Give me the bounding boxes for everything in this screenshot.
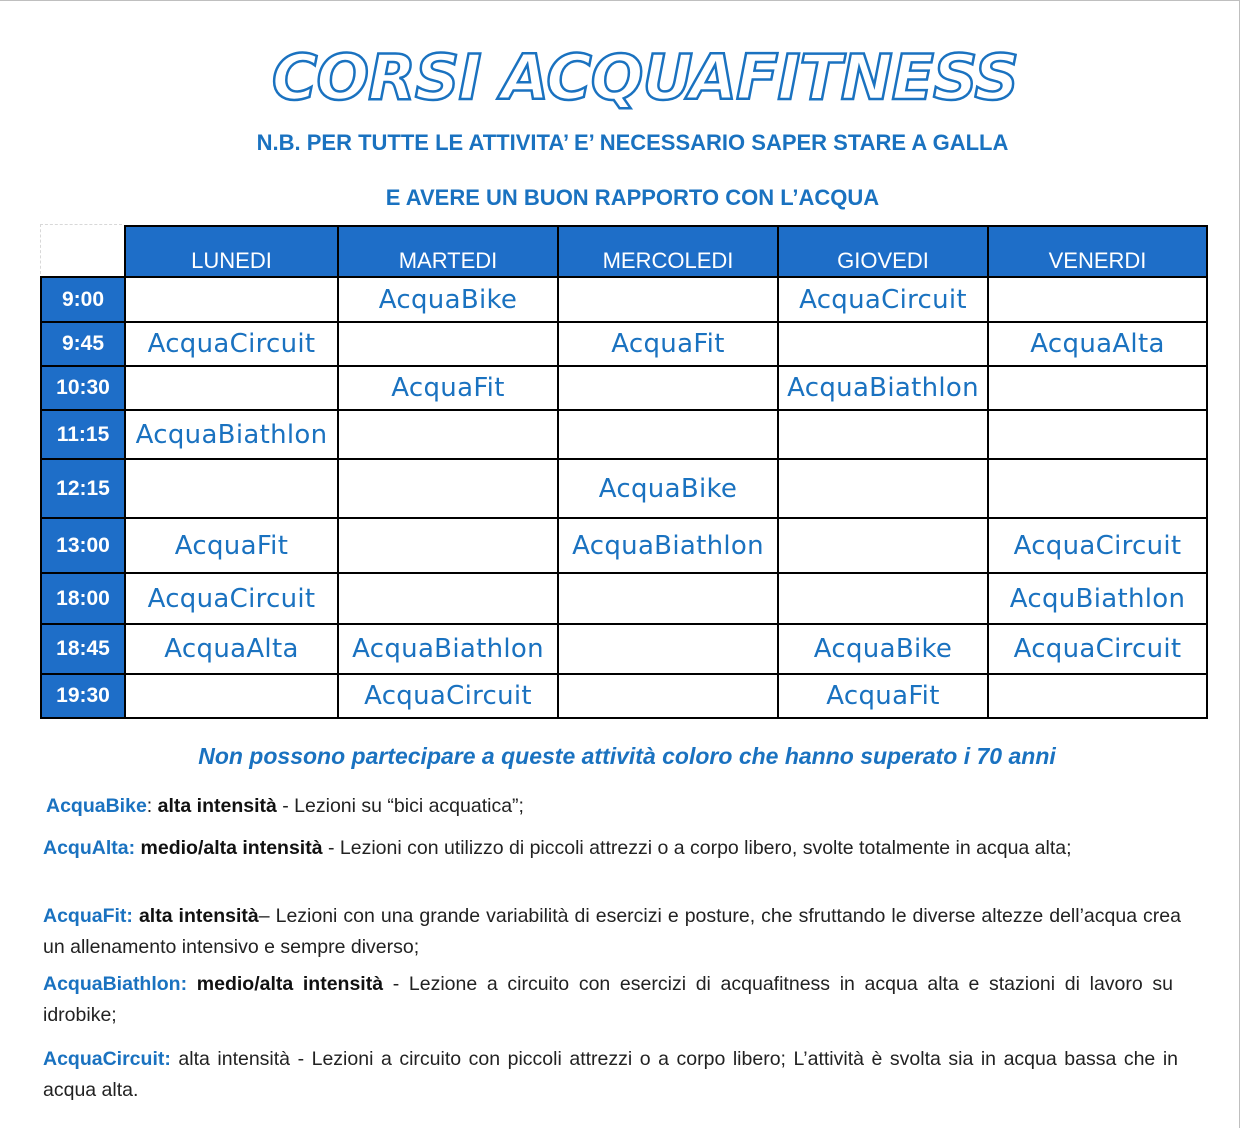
table-row bbox=[41, 624, 1207, 674]
class-cell: AcquaBiathlon bbox=[338, 624, 558, 674]
time-slot: 18:45 bbox=[41, 624, 125, 674]
class-cell: AcquaCircuit bbox=[988, 624, 1207, 674]
note-line-1: N.B. PER TUTTE LE ATTIVITA’ E’ NECESSARIO SAPER STARE A GALLA bbox=[256, 130, 1009, 155]
description-term: AcquaFit: bbox=[43, 905, 133, 927]
description-intensity: medio/alta intensità bbox=[140, 837, 323, 859]
class-cell: AcquaBiathlon bbox=[125, 410, 338, 459]
time-slot: 9:00 bbox=[41, 277, 125, 322]
time-slot: 19:30 bbox=[41, 674, 125, 718]
day-header-friday: VENERDI bbox=[988, 226, 1207, 277]
description-term: AcquaBike bbox=[46, 795, 147, 817]
description-intensity: alta intensità bbox=[157, 795, 277, 817]
class-cell bbox=[338, 573, 558, 624]
class-cell bbox=[338, 410, 558, 459]
schedule-table bbox=[40, 225, 1208, 719]
class-cell: AcquaAlta bbox=[125, 624, 338, 674]
table-row bbox=[41, 518, 1207, 573]
class-cell: AcquaBike bbox=[778, 624, 988, 674]
class-cell bbox=[778, 573, 988, 624]
description-acquacircuit bbox=[43, 1044, 1178, 1106]
class-cell bbox=[778, 322, 988, 366]
class-cell: AcquaCircuit bbox=[125, 573, 338, 624]
class-cell: AcquaBike bbox=[558, 459, 778, 518]
table-row bbox=[41, 277, 1207, 322]
time-slot: 9:45 bbox=[41, 322, 125, 366]
class-cell bbox=[338, 518, 558, 573]
class-cell bbox=[778, 518, 988, 573]
class-cell bbox=[558, 410, 778, 459]
description-colon bbox=[187, 973, 197, 995]
table-row bbox=[41, 322, 1207, 366]
class-cell bbox=[988, 410, 1207, 459]
time-slot: 13:00 bbox=[41, 518, 125, 573]
time-slot: 18:00 bbox=[41, 573, 125, 624]
description-acqualta bbox=[43, 833, 1167, 864]
class-cell: AcquaFit bbox=[778, 674, 988, 718]
table-row bbox=[41, 366, 1207, 410]
description-text: - Lezioni con utilizzo di piccoli attrezzi o a corpo libero, svolte totalmente in acqua alta; bbox=[322, 837, 1072, 859]
class-cell: AcquaFit bbox=[125, 518, 338, 573]
description-acquabiathlon bbox=[43, 969, 1173, 1031]
class-cell bbox=[558, 674, 778, 718]
class-cell: AcquaCircuit bbox=[338, 674, 558, 718]
page-title: CORSI ACQUAFITNESS bbox=[271, 41, 1019, 114]
table-row bbox=[41, 459, 1207, 518]
class-cell bbox=[125, 366, 338, 410]
class-cell bbox=[778, 459, 988, 518]
class-cell bbox=[558, 573, 778, 624]
description-text: - Lezioni su “bici acquatica”; bbox=[276, 795, 524, 817]
day-header-monday: LUNEDI bbox=[125, 226, 338, 277]
class-cell: AcquaCircuit bbox=[125, 322, 338, 366]
class-cell bbox=[988, 674, 1207, 718]
description-intensity: alta intensità bbox=[138, 905, 259, 927]
description-colon: : bbox=[146, 795, 158, 817]
class-cell bbox=[988, 277, 1207, 322]
class-cell: AcquBiathlon bbox=[988, 573, 1207, 624]
class-cell bbox=[558, 366, 778, 410]
table-row bbox=[41, 410, 1207, 459]
class-cell: AcquaBiathlon bbox=[778, 366, 988, 410]
class-cell bbox=[125, 459, 338, 518]
class-cell: AcquaFit bbox=[338, 366, 558, 410]
class-cell bbox=[125, 674, 338, 718]
class-cell bbox=[338, 459, 558, 518]
class-cell: AcquaCircuit bbox=[778, 277, 988, 322]
class-cell: AcquaAlta bbox=[988, 322, 1207, 366]
description-term: AcquaBiathlon: bbox=[43, 973, 188, 995]
day-header-tuesday: MARTEDI bbox=[338, 226, 558, 277]
class-cell bbox=[558, 277, 778, 322]
description-term: AcquAlta: bbox=[43, 837, 136, 859]
note-line-2: E AVERE UN BUON RAPPORTO CON L’ACQUA bbox=[385, 185, 880, 210]
description-acquabike bbox=[46, 791, 1186, 822]
day-header-wednesday: MERCOLEDI bbox=[558, 226, 778, 277]
header-empty-cell bbox=[41, 226, 125, 277]
time-slot: 11:15 bbox=[41, 410, 125, 459]
age-warning: Non possono partecipare a queste attività coloro che hanno superato i 70 anni bbox=[198, 743, 1056, 769]
class-cell: AcquaFit bbox=[558, 322, 778, 366]
description-text: alta intensità - Lezioni a circuito con piccoli attrezzi o a corpo libero; L’attività è svolta sia in acqua bassa che in acqua alta. bbox=[43, 1048, 1178, 1101]
description-text: – Lezioni con una grande variabilità di esercizi e posture, che sfruttando le diverse altezze dell’acqua crea un allenamento intensivo e sempre diverso; bbox=[43, 905, 1181, 958]
class-cell: AcquaCircuit bbox=[988, 518, 1207, 573]
class-cell bbox=[338, 322, 558, 366]
class-cell bbox=[988, 366, 1207, 410]
description-term: AcquaCircuit: bbox=[43, 1048, 171, 1070]
class-cell bbox=[988, 459, 1207, 518]
class-cell: AcquaBike bbox=[338, 277, 558, 322]
description-text: - Lezione a circuito con esercizi di acquafitness in acqua alta e stazioni di lavoro su idrobike; bbox=[43, 973, 1173, 1026]
table-row bbox=[41, 674, 1207, 718]
description-acquafit bbox=[43, 901, 1181, 963]
time-slot: 12:15 bbox=[41, 459, 125, 518]
day-header-thursday: GIOVEDI bbox=[778, 226, 988, 277]
class-cell bbox=[778, 410, 988, 459]
description-intensity: medio/alta intensità bbox=[196, 973, 384, 995]
class-cell bbox=[125, 277, 338, 322]
class-cell: AcquaBiathlon bbox=[558, 518, 778, 573]
table-row bbox=[41, 573, 1207, 624]
time-slot: 10:30 bbox=[41, 366, 125, 410]
class-cell bbox=[558, 624, 778, 674]
